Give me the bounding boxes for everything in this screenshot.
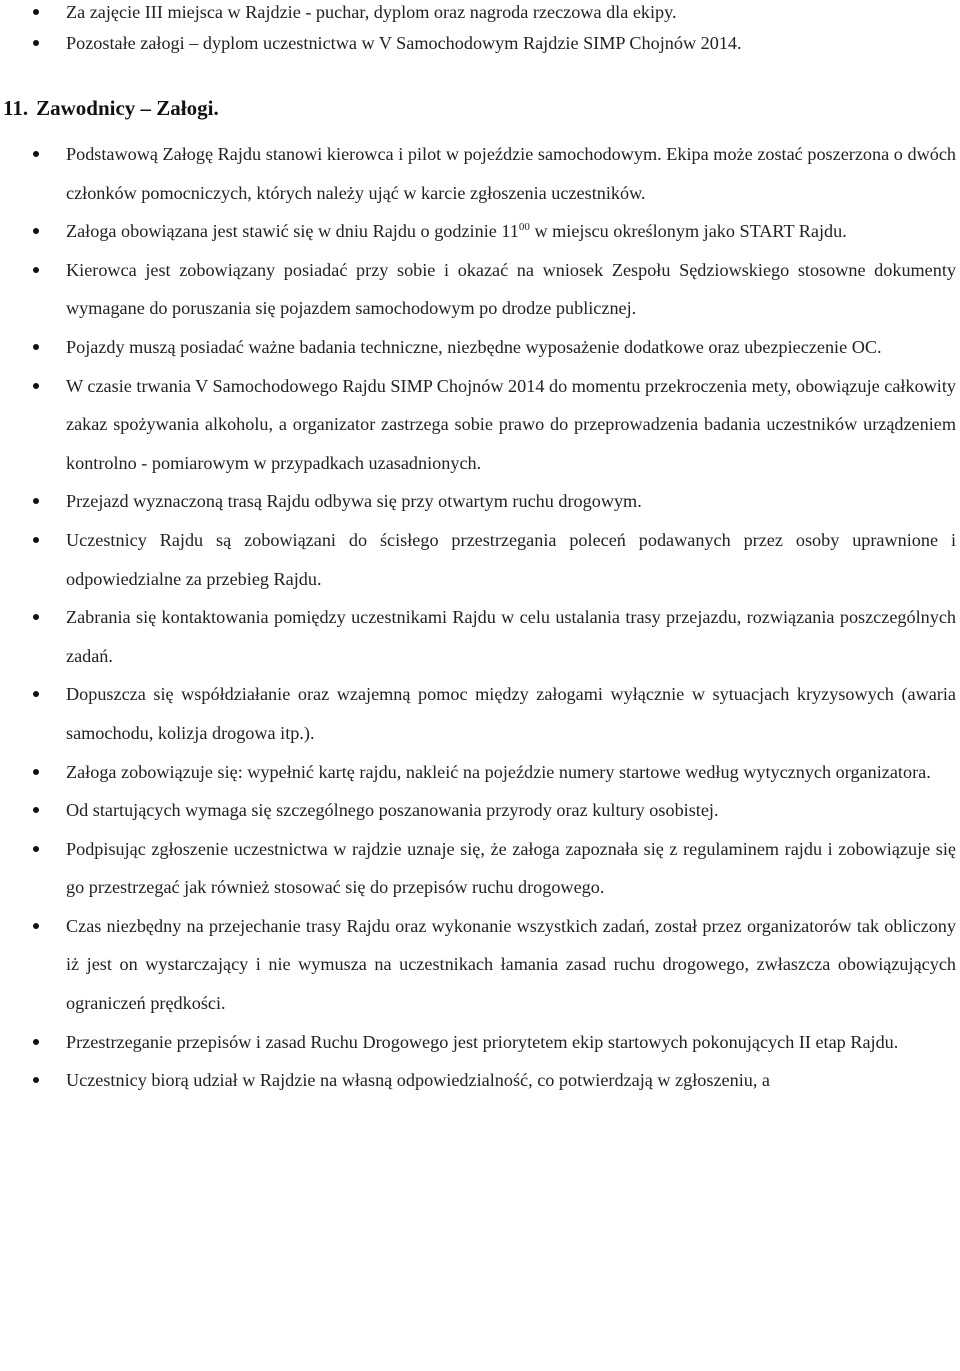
rules-list: [0, 135, 958, 1100]
list-item: [0, 1061, 958, 1100]
bullet-icon: [33, 769, 39, 775]
time-superscript: 00: [518, 221, 530, 234]
list-item-text-before: Załoga obowiązana jest stawić się w dniu Rajdu o godzinie 11: [66, 221, 519, 242]
list-item: [0, 598, 958, 675]
list-item: [0, 830, 958, 907]
list-item-text: Pojazdy muszą posiadać ważne badania techniczne, niezbędne wyposażenie dodatkowe oraz ubezpieczenie OC.: [66, 336, 882, 357]
list-item-text: Podpisując zgłoszenie uczestnictwa w rajdzie uznaje się, że załoga zapoznała się z regulaminem rajdu i zobowiązuje się go przestrzegać jak również stosować się do przepisów ruchu drogowego.: [66, 838, 956, 898]
list-item: [0, 28, 958, 59]
list-item-text: Za zajęcie III miejsca w Rajdzie - puchar, dyplom oraz nagroda rzeczowa dla ekipy.: [66, 2, 677, 22]
section-heading: [0, 93, 219, 123]
prizes-list: [0, 0, 958, 58]
list-item: [0, 135, 958, 212]
list-item: [0, 907, 958, 1023]
list-item: [0, 367, 958, 483]
bullet-icon: [33, 498, 39, 504]
bullet-icon: [33, 807, 39, 813]
list-item-text: Od startujących wymaga się szczególnego poszanowania przyrody oraz kultury osobistej.: [66, 800, 719, 821]
list-item-text: Przestrzeganie przepisów i zasad Ruchu Drogowego jest priorytetem ekip startowych pokonujących II etap Rajdu.: [66, 1031, 899, 1052]
list-item-text: Zabrania się kontaktowania pomiędzy uczestnikami Rajdu w celu ustalania trasy przejazdu, rozwiązania poszczególnych zadań.: [66, 607, 956, 666]
bullet-icon: [33, 228, 39, 234]
list-item: [0, 251, 958, 328]
list-item-text: Kierowca jest zobowiązany posiadać przy sobie i okazać na wniosek Zespołu Sędziowskiego stosowne dokumenty wymagane do poruszania się pojazdem samochodowym po drodze publicznej.: [66, 259, 956, 319]
list-item: [0, 328, 958, 367]
list-item: [0, 482, 958, 521]
list-item-text: Dopuszcza się współdziałanie oraz wzajemną pomoc między załogami wyłącznie w sytuacjach kryzysowych (awaria samochodu, kolizja drogowa itp.).: [66, 684, 956, 743]
list-item-text: Przejazd wyznaczoną trasą Rajdu odbywa się przy otwartym ruchu drogowym.: [66, 491, 642, 512]
list-item: [0, 675, 958, 752]
list-item: [0, 753, 958, 792]
bullet-icon: [33, 691, 39, 697]
bullet-icon: [33, 537, 39, 543]
bullet-icon: [33, 151, 39, 157]
bullet-icon: [33, 344, 39, 350]
bullet-icon: [33, 846, 39, 852]
list-item-text-after: w miejscu określonym jako START Rajdu.: [529, 221, 847, 242]
list-item-text: Czas niezbędny na przejechanie trasy Rajdu oraz wykonanie wszystkich zadań, został przez organizatorów tak obliczony iż jest on wystarczający i nie wymusza na uczestnikach łamania zasad ruchu drogowego, zwłaszcza obowiązujących ograniczeń prędkości.: [66, 915, 956, 1014]
bullet-icon: [33, 383, 39, 389]
list-item-text: Podstawową Załogę Rajdu stanowi kierowca i pilot w pojeździe samochodowym. Ekipa może zostać poszerzona o dwóch członków pomocniczych, których należy ująć w karcie zgłoszenia uczestników.: [66, 144, 956, 203]
list-item: [0, 212, 958, 251]
list-item-text: Uczestnicy Rajdu są zobowiązani do ścisłego przestrzegania poleceń podawanych przez osoby uprawnione i odpowiedzialne za przebieg Rajdu.: [66, 529, 956, 589]
section-title: Zawodnicy – Załogi.: [36, 96, 219, 120]
bullet-icon: [33, 267, 39, 273]
bullet-icon: [33, 40, 39, 46]
list-item-text: Uczestnicy biorą udział w Rajdzie na własną odpowiedzialność, co potwierdzają w zgłoszeniu, a: [66, 1070, 771, 1091]
bullet-icon: [33, 1039, 39, 1045]
bullet-icon: [33, 923, 39, 929]
list-item: [0, 791, 958, 830]
list-item-text: Załoga zobowiązuje się: wypełnić kartę rajdu, nakleić na pojeździe numery startowe według wytycznych organizatora.: [66, 761, 931, 782]
list-item: [0, 0, 958, 28]
bullet-icon: [33, 1077, 39, 1083]
bullet-icon: [33, 9, 39, 15]
list-item-text: Pozostałe załogi – dyplom uczestnictwa w V Samochodowym Rajdzie SIMP Chojnów 2014.: [66, 32, 742, 53]
section-number: 11.: [3, 96, 29, 120]
list-item-text: W czasie trwania V Samochodowego Rajdu SIMP Chojnów 2014 do momentu przekroczenia mety, obowiązuje całkowity zakaz spożywania alkoholu, a organizator zastrzega sobie prawo do przeprowadzenia badania uczestników urządzeniem kontrolno - pomiarowym w przypadkach uzasadnionych.: [66, 375, 956, 473]
list-item: [0, 521, 958, 598]
list-item: [0, 1023, 958, 1062]
bullet-icon: [33, 614, 39, 620]
